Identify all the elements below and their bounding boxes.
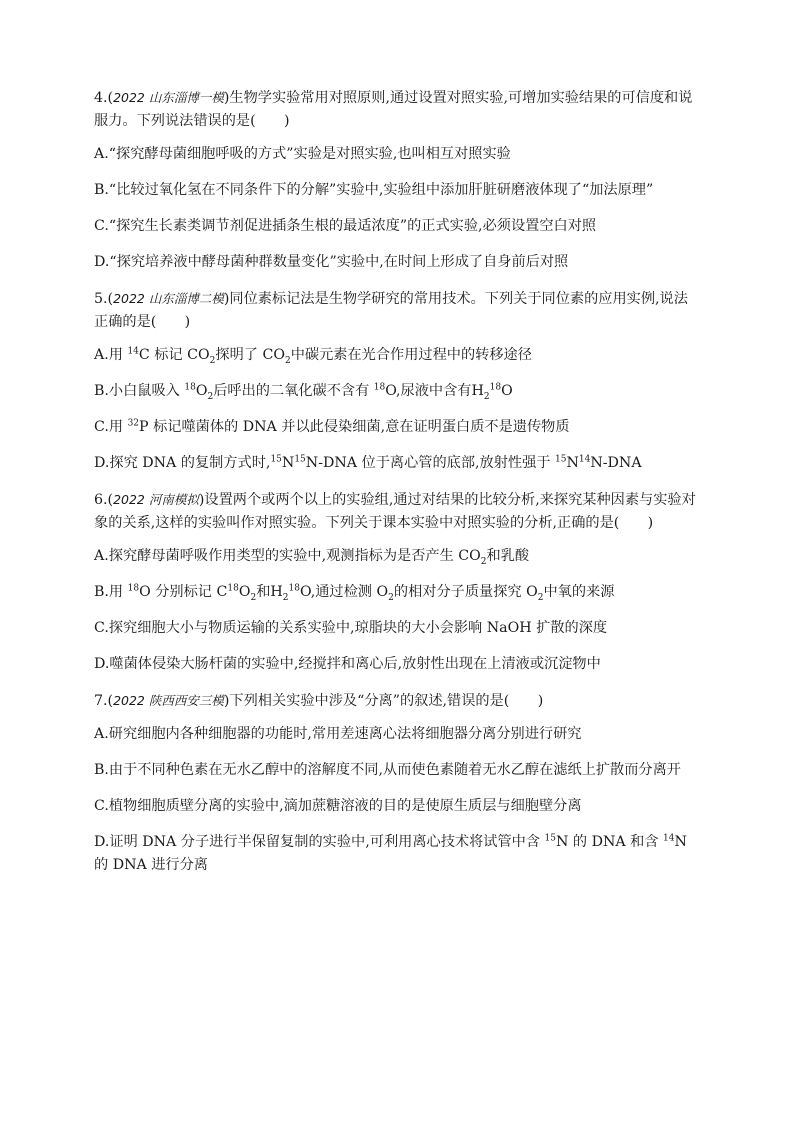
question-5-option-d: D.探究 DNA 的复制方式时$,^{15}N^{15}N$-DNA 位于离心管的底部,放射性强于 $^{15}N^{14}N$-DNA bbox=[94, 454, 642, 471]
question-7-option-d: D.证明 DNA 分子进行半保留复制的实验中,可利用离心技术将试管中含 $^{15}$N 的 DNA 和含 $^{14}$N 的 DNA 进行分离 bbox=[94, 833, 687, 873]
question-4-option-a: A.“探究酵母菌细胞呼吸的方式”实验是对照实验,也叫相互对照实验 bbox=[94, 146, 511, 162]
question-6-option-c: C.探究细胞大小与物质运输的关系实验中,琼脂块的大小会影响 NaOH 扩散的深度 bbox=[94, 620, 608, 636]
question-7-option-b: B.由于不同种色素在无水乙醇中的溶解度不同,从而使色素随着无水乙醇在滤纸上扩散而分离开 bbox=[94, 762, 681, 778]
question-7-stem: 7.(2022 陕西西安三模)下列相关实验中涉及“分离”的叙述,错误的是( ) bbox=[94, 693, 544, 709]
question-4-option-b: B.“比较过氧化氢在不同条件下的分解”实验中,实验组中添加肝脏研磨液体现了“加法原理” bbox=[94, 182, 654, 198]
question-5-stem: 5.(2022 山东淄博二模)同位素标记法是生物学研究的常用技术。下列关于同位素的应用实例,说法正确的是( ) bbox=[94, 291, 688, 330]
question-5-source: 2022 山东淄博二模 bbox=[113, 291, 224, 306]
question-5-option-c: C.用 $^{32}$P 标记噬菌体的 DNA 并以此侵染细菌,意在证明蛋白质不是遗传物质 bbox=[94, 418, 570, 435]
question-6-option-a: A.探究酵母菌呼吸作用类型的实验中,观测指标为是否产生 $CO_2$和乳酸 bbox=[94, 548, 530, 567]
question-7-option-c: C.植物细胞质壁分离的实验中,滴加蔗糖溶液的目的是使原生质层与细胞壁分离 bbox=[94, 798, 582, 814]
question-6-option-b: B.用 $^{18}$O 分别标记 $C^{18}O_2$和$H_2^{18}O$,通过检测 $O_2$的相对分子质量探究 $O_2$中氧的来源 bbox=[94, 583, 615, 603]
question-6-source: 2022 河南模拟 bbox=[113, 492, 199, 507]
question-sheet bbox=[94, 86, 700, 890]
question-6-stem: 6.(2022 河南模拟)设置两个或两个以上的实验组,通过对结果的比较分析,来探究某种因素与实验对象的关系,这样的实验叫作对照实验。下列关于课本实验中对照实验的分析,正确的是( ) bbox=[94, 492, 696, 531]
question-4-stem: 4.(2022 山东淄博一模)生物学实验常用对照原则,通过设置对照实验,可增加实验结果的可信度和说服力。下列说法错误的是( ) bbox=[94, 90, 693, 129]
question-4-source: 2022 山东淄博一模 bbox=[113, 90, 224, 105]
question-5-option-b: B.小白鼠吸入 $^{18}O_2$后呼出的二氧化碳不含有 $^{18}$O,尿液中含有$H_2^{18}O$ bbox=[94, 382, 513, 402]
question-4-option-c: C.“探究生长素类调节剂促进插条生根的最适浓度”的正式实验,必须设置空白对照 bbox=[94, 218, 597, 234]
question-6-option-d: D.噬菌体侵染大肠杆菌的实验中,经搅拌和离心后,放射性出现在上清液或沉淀物中 bbox=[94, 656, 601, 672]
question-7-source: 2022 陕西西安三模 bbox=[113, 693, 224, 708]
question-4-option-d: D.“探究培养液中酵母菌种群数量变化”实验中,在时间上形成了自身前后对照 bbox=[94, 254, 569, 270]
question-5-option-a: A.用 $^{14}$C 标记 $CO_2$探明了 $CO_2$中碳元素在光合作用过程中的转移途径 bbox=[94, 346, 532, 366]
question-7-option-a: A.研究细胞内各种细胞器的功能时,常用差速离心法将细胞器分离分别进行研究 bbox=[94, 726, 582, 742]
